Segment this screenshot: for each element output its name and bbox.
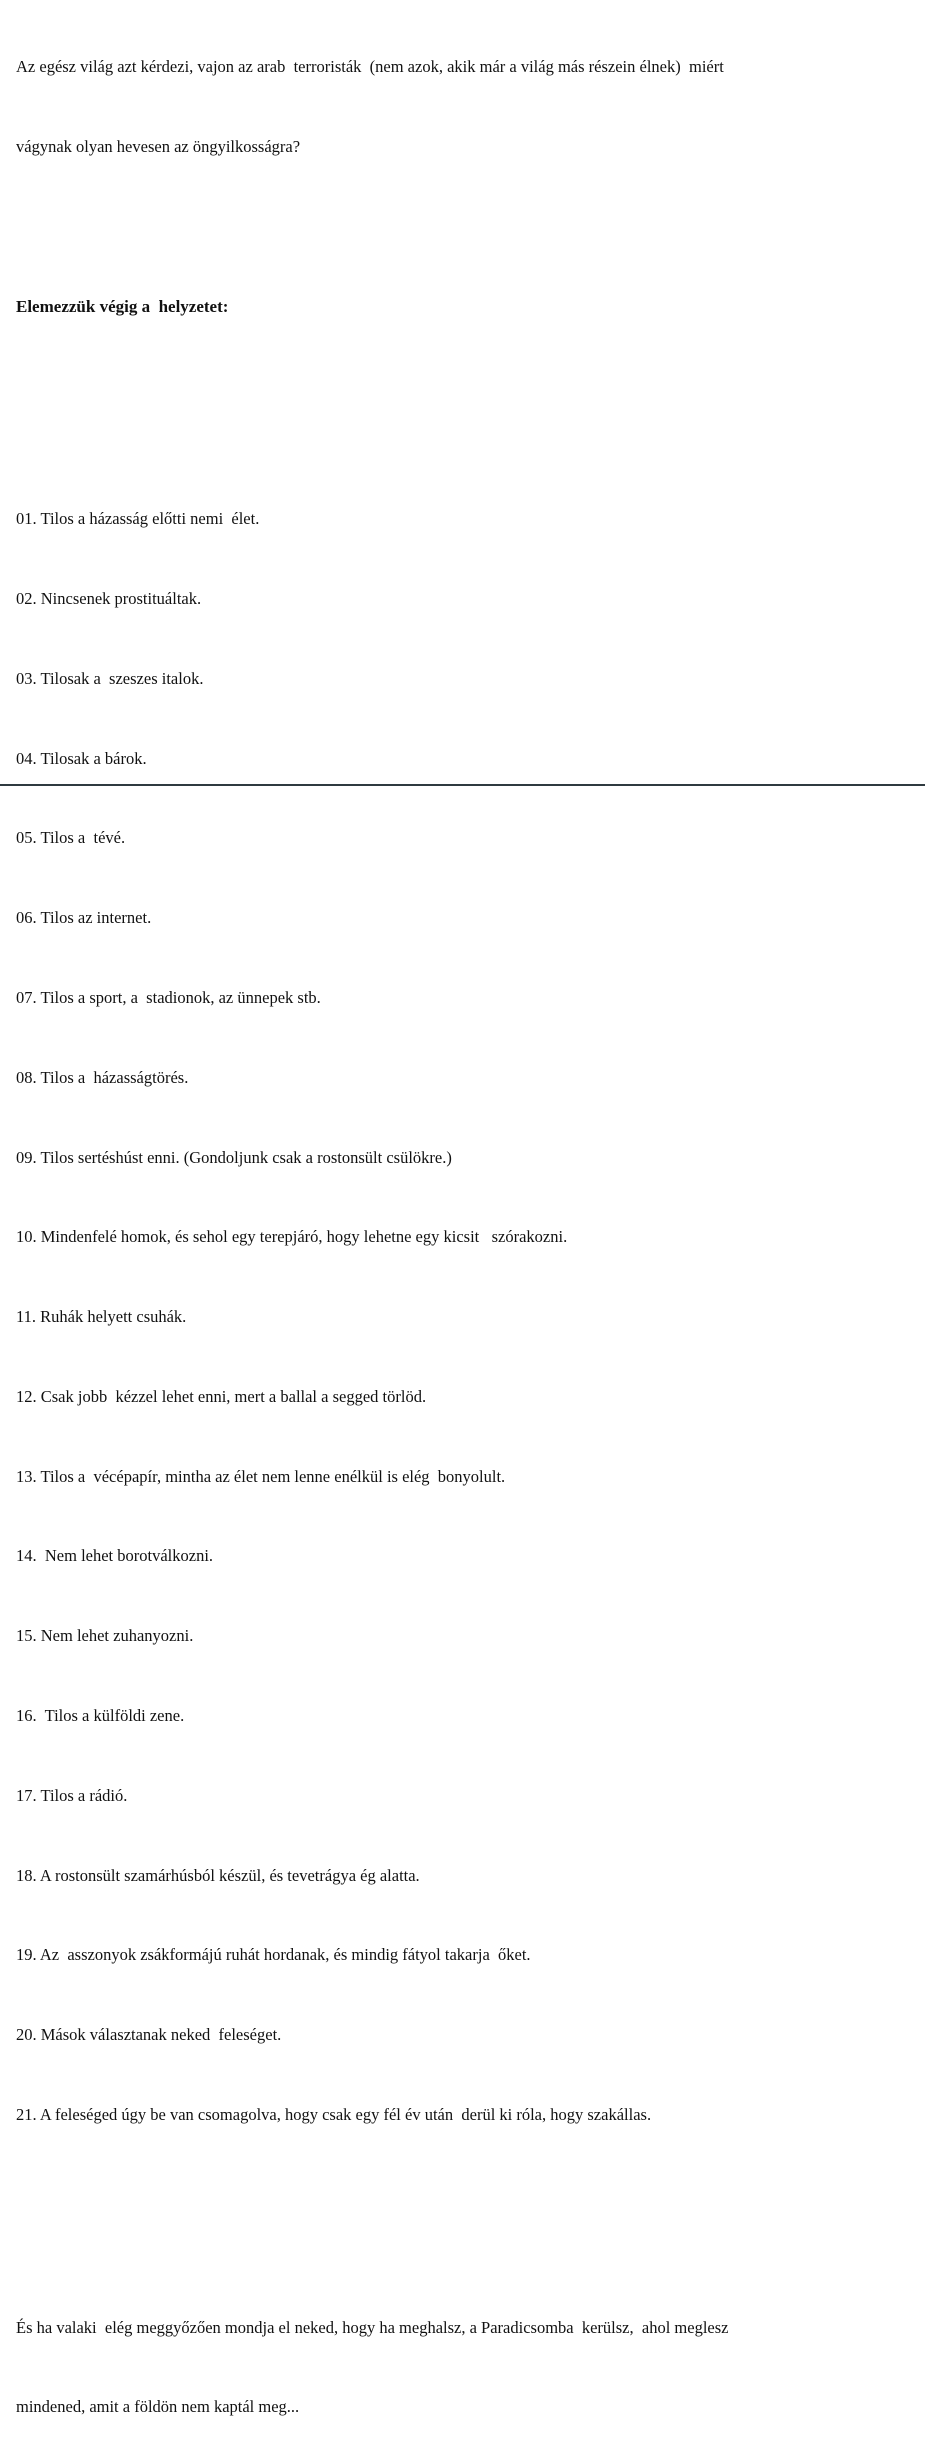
- list-item: 10. Mindenfelé homok, és sehol egy terepjáró, hogy lehetne egy kicsit szórakozni.: [16, 1227, 568, 1247]
- spacer: [16, 373, 916, 400]
- closing-line-2: mindened, amit a földön nem kaptál meg...: [16, 2397, 300, 2417]
- list-item: 03. Tilosak a szeszes italok.: [16, 668, 204, 688]
- list-item: 17. Tilos a rádió.: [16, 1785, 128, 1805]
- intro-line-2: vágynak olyan hevesen az öngyilkosságra?: [16, 136, 301, 156]
- list-item: 13. Tilos a vécépapír, mintha az élet nem lenne enélkül is elég bonyolult.: [16, 1466, 506, 1486]
- list-item: 19. Az asszonyok zsákformájú ruhát hordanak, és mindig fátyol takarja őket.: [16, 1945, 531, 1965]
- list-item: 15. Nem lehet zuhanyozni.: [16, 1626, 194, 1646]
- spacer: [16, 214, 916, 241]
- list-item: 11. Ruhák helyett csuhák.: [16, 1307, 187, 1327]
- document-body: [16, 1, 916, 2448]
- list-item: 12. Csak jobb kézzel lehet enni, mert a ballal a segged törlöd.: [16, 1386, 427, 1406]
- bottom-divider: [0, 784, 925, 786]
- reasons-list: [16, 453, 916, 2182]
- list-item: 06. Tilos az internet.: [16, 908, 152, 928]
- list-item: 16. Tilos a külföldi zene.: [16, 1706, 185, 1725]
- list-item: 20. Mások választanak neked feleséget.: [16, 2025, 282, 2045]
- list-item: 18. A rostonsült szamárhúsból készül, és tevetrágya ég alatta.: [16, 1865, 420, 1885]
- intro-line-1: Az egész világ azt kérdezi, vajon az arab terroristák (nem azok, akik már a világ más részein élnek) miért: [16, 57, 724, 77]
- spacer: [16, 2235, 916, 2262]
- list-item: 04. Tilosak a bárok.: [16, 748, 147, 768]
- list-item: 08. Tilos a házasságtörés.: [16, 1067, 189, 1087]
- list-item: 21. A feleséged úgy be van csomagolva, hogy csak egy fél év után derül ki róla, hogy szakállas.: [16, 2104, 652, 2124]
- list-item: 05. Tilos a tévé.: [16, 828, 126, 848]
- section-heading: Elemezzük végig a helyzetet:: [16, 296, 229, 316]
- closing-line-1: És ha valaki elég meggyőzően mondja el neked, hogy ha meghalsz, a Paradicsomba kerülsz, ahol meglesz: [16, 2317, 729, 2337]
- list-item: 14. Nem lehet borotválkozni.: [16, 1546, 214, 1566]
- list-item: 01. Tilos a házasság előtti nemi élet.: [16, 509, 260, 529]
- list-item: 02. Nincsenek prostituáltak.: [16, 589, 202, 609]
- list-item: 09. Tilos sertéshúst enni. (Gondoljunk csak a rostonsült csülökre.): [16, 1147, 452, 1167]
- list-item: 07. Tilos a sport, a stadionok, az ünnepek stb.: [16, 987, 321, 1007]
